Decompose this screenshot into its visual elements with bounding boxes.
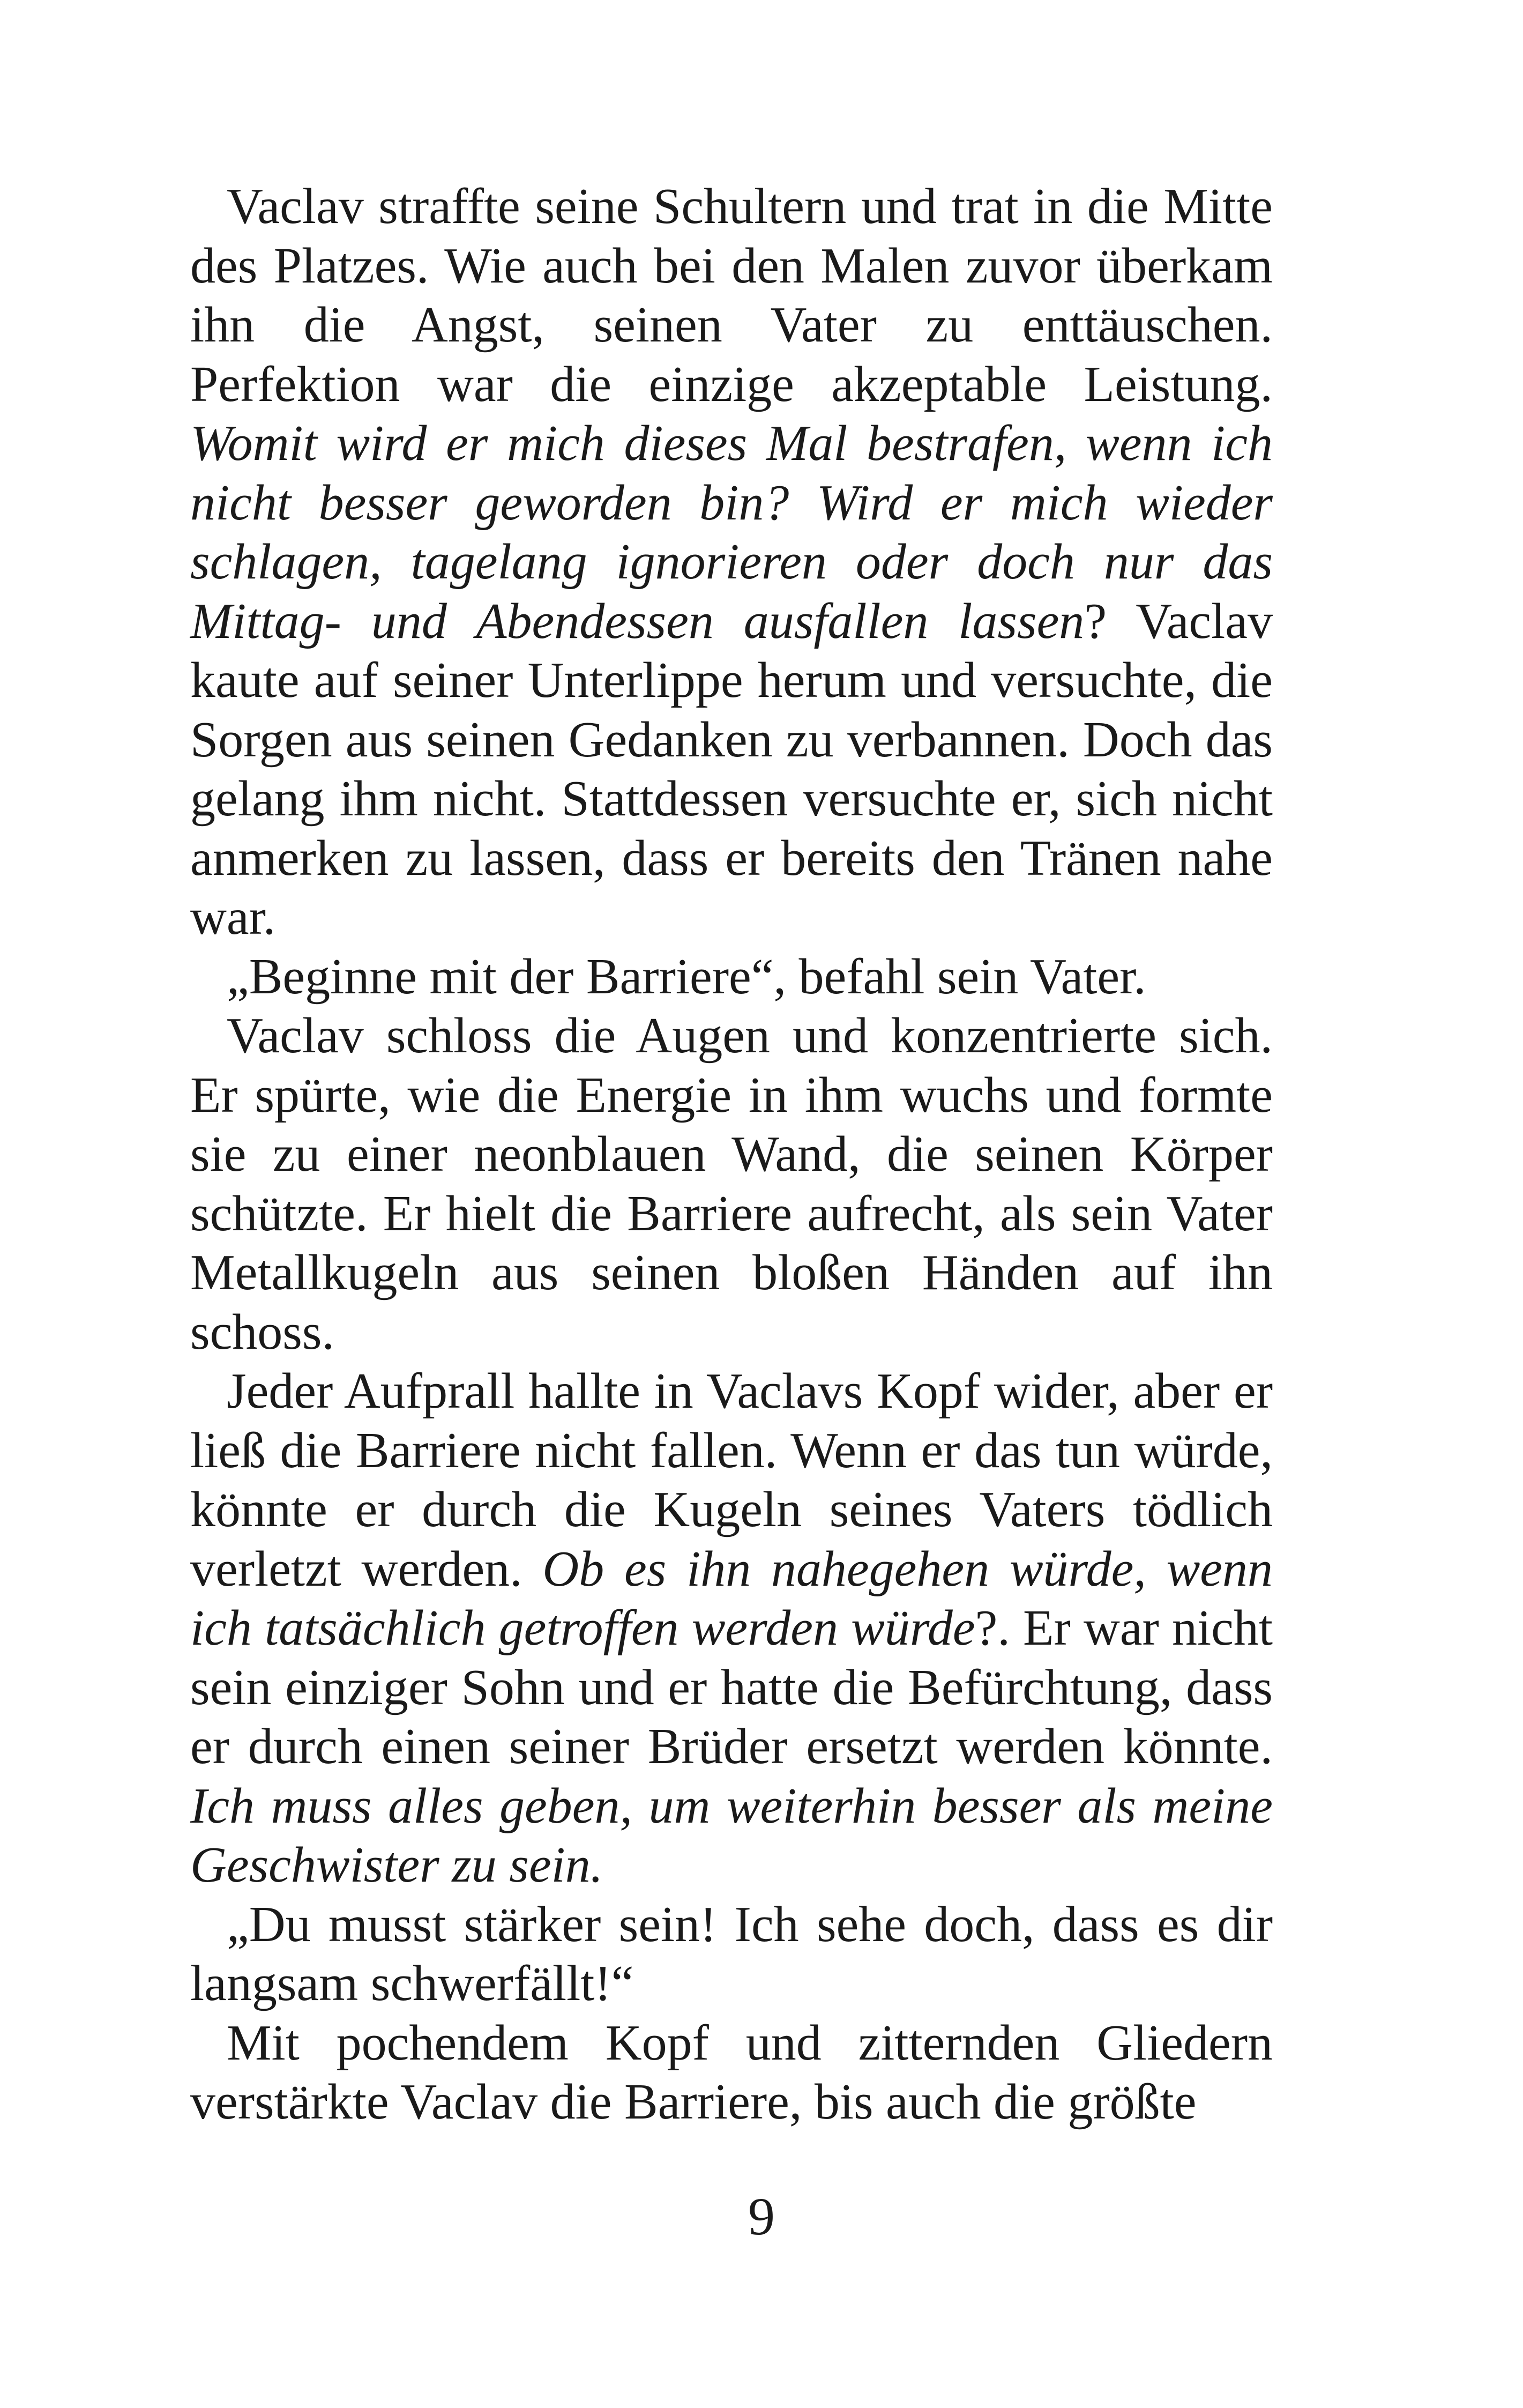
text-segment: Mit pochendem Kopf und zitternden Gliedern verstärkte Vaclav die Barriere, bis auch die größte [190, 2015, 1273, 2130]
text-segment: ? Vaclav kaute auf seiner Unterlippe herum und versuchte, die Sorgen aus seinen Gedanken zu verbannen. Doch das gelang ihm nicht. Stattdessen versuchte er, sich nicht anmerken zu lassen, dass er bereits den Tränen nahe war. [190, 593, 1273, 945]
text-segment: ?. Er war nicht sein einziger Sohn und er hatte die Befürchtung, dass er durch einen seiner Brüder ersetzt werden könnte. [190, 1600, 1273, 1774]
italic-thought: Ob es ihn nahegehen würde, wenn ich tatsächlich getroffen werden würde [190, 1541, 1273, 1656]
page-number: 9 [748, 2187, 775, 2246]
paragraph-3 [190, 1006, 1273, 1362]
italic-thought: Womit wird er mich dieses Mal bestrafen, wenn ich nicht besser geworden bin? Wird er mich wieder schlagen, tagelang ignorieren oder doch nur das Mittag- und Abendessen ausfallen lassen [190, 415, 1273, 649]
text-segment: Vaclav schloss die Augen und konzentrierte sich. Er spürte, wie die Energie in ihm wuchs und formte sie zu einer neonblauen Wand, die seinen Körper schützte. Er hielt die Barriere aufrecht, als sein Vater Metallkugeln aus seinen bloßen Händen auf ihn schoss. [190, 1008, 1273, 1360]
paragraph-5 [190, 1895, 1273, 2013]
dialogue-line: „Du musst stärker sein! Ich sehe doch, dass es dir langsam schwerfällt!“ [190, 1896, 1273, 2011]
paragraph-2 [190, 947, 1273, 1007]
paragraph-4 [190, 1362, 1273, 1895]
text-segment: Vaclav straffte seine Schultern und trat in die Mitte des Platzes. Wie auch bei den Malen zuvor überkam ihn die Angst, seinen Vater zu enttäuschen. Perfektion war die einzige akzeptable Leistung. [190, 179, 1273, 412]
paragraph-6 [190, 2013, 1273, 2132]
italic-thought: Ich muss alles geben, um weiterhin besser als meine Geschwister zu sein. [190, 1778, 1273, 1893]
paragraph-1 [190, 177, 1273, 947]
dialogue-line: „Beginne mit der Barriere“, befahl sein Vater. [227, 948, 1146, 1005]
body-text [190, 177, 1273, 2132]
text-segment: Jeder Aufprall hallte in Vaclavs Kopf wider, aber er ließ die Barriere nicht fallen. Wenn er das tun würde, könnte er durch die Kugeln seines Vaters tödlich verletzt werden. [190, 1363, 1273, 1597]
